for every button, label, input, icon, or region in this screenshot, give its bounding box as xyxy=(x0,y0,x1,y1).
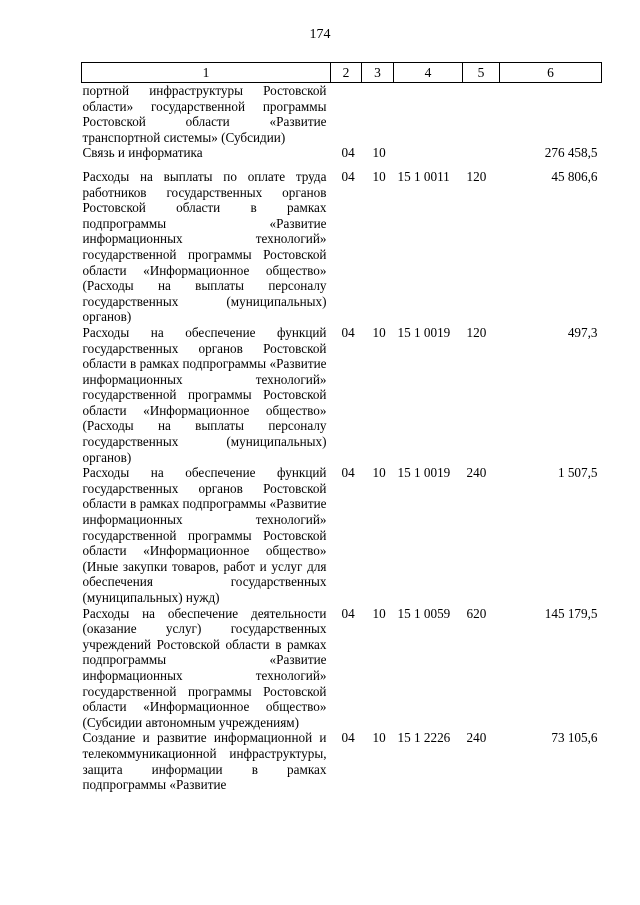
table-row xyxy=(82,83,602,146)
row-name: Расходы на обеспечение функций государственных органов Ростовской области в рамках подпрограммы «Развитие информационных технологий» государственной программы Ростовской области «Информационное общество» (Расходы на выплаты персоналу государственных (муниципальных) органов) xyxy=(82,324,327,465)
header-col-3: 3 xyxy=(362,63,394,83)
header-col-6: 6 xyxy=(500,63,602,83)
row-vr xyxy=(463,145,500,169)
row-rz: 04 xyxy=(341,465,355,481)
row-rz xyxy=(331,83,362,146)
row-rz: 04 xyxy=(341,145,355,161)
table-row xyxy=(82,145,602,169)
table-row xyxy=(82,325,602,465)
row-pr: 10 xyxy=(372,605,386,621)
row-vr: 240 xyxy=(466,730,487,746)
row-vr xyxy=(463,83,500,146)
table-header-row xyxy=(82,63,602,83)
header-col-4: 4 xyxy=(394,63,463,83)
row-sum: 45 806,6 xyxy=(551,168,598,184)
table-row xyxy=(82,465,602,605)
header-col-5: 5 xyxy=(463,63,500,83)
row-vr: 120 xyxy=(466,168,487,184)
row-name: Связь и информатика xyxy=(82,145,203,161)
row-csr: 15 1 0019 xyxy=(397,465,451,481)
header-col-1: 1 xyxy=(82,63,331,83)
row-sum: 1 507,5 xyxy=(557,465,598,481)
row-name: Расходы на обеспечение деятельности (оказание услуг) государственных учреждений Ростовской области в рамках подпрограммы «Развитие информационных технологий» государственной программы Ростовской области «Информационное общество» (Субсидии автономным учреждениям) xyxy=(82,605,327,730)
row-pr: 10 xyxy=(372,465,386,481)
row-vr: 240 xyxy=(466,465,487,481)
row-name: портной инфраструктуры Ростовской области» государственной программы Ростовской области «Развитие транспортной системы» (Субсидии) xyxy=(82,83,327,145)
row-csr xyxy=(394,83,463,146)
row-pr: 10 xyxy=(372,324,386,340)
page-number: 174 xyxy=(309,27,331,42)
row-pr xyxy=(362,83,394,146)
row-sum: 73 105,6 xyxy=(551,730,598,746)
table-row xyxy=(82,169,602,325)
row-name: Расходы на обеспечение функций государственных органов Ростовской области в рамках подпрограммы «Развитие информационных технологий» государственной программы Ростовской области «Информационное общество» (Иные закупки товаров, работ и услуг для обеспечения государственных (муниципальных) нужд) xyxy=(82,465,327,605)
row-sum: 497,3 xyxy=(567,324,598,340)
row-csr: 15 1 0059 xyxy=(397,605,451,621)
row-vr: 620 xyxy=(466,605,487,621)
row-rz: 04 xyxy=(341,605,355,621)
row-vr: 120 xyxy=(466,324,487,340)
row-rz: 04 xyxy=(341,730,355,746)
row-pr: 10 xyxy=(372,145,386,161)
table-row xyxy=(82,730,602,792)
budget-table xyxy=(81,62,602,793)
row-csr: 15 1 2226 xyxy=(397,730,451,746)
row-rz: 04 xyxy=(341,324,355,340)
row-csr: 15 1 0019 xyxy=(397,324,451,340)
row-pr: 10 xyxy=(372,730,386,746)
header-col-2: 2 xyxy=(331,63,362,83)
row-sum xyxy=(500,83,602,146)
row-pr: 10 xyxy=(372,168,386,184)
row-name: Создание и развитие информационной и телекоммуникационной инфраструктуры, защита информации в рамках подпрограммы «Развитие xyxy=(82,730,327,793)
row-rz: 04 xyxy=(341,168,355,184)
row-name: Расходы на выплаты по оплате труда работников государственных органов Ростовской области в рамках подпрограммы «Развитие информационных технологий» государственной программы Ростовской области «Информационное общество» (Расходы на выплаты персоналу государственных (муниципальных) органов) xyxy=(82,168,327,325)
table-row xyxy=(82,606,602,731)
row-csr xyxy=(394,145,463,169)
row-sum: 276 458,5 xyxy=(544,145,598,161)
row-csr: 15 1 0011 xyxy=(397,168,450,184)
row-sum: 145 179,5 xyxy=(544,605,598,621)
